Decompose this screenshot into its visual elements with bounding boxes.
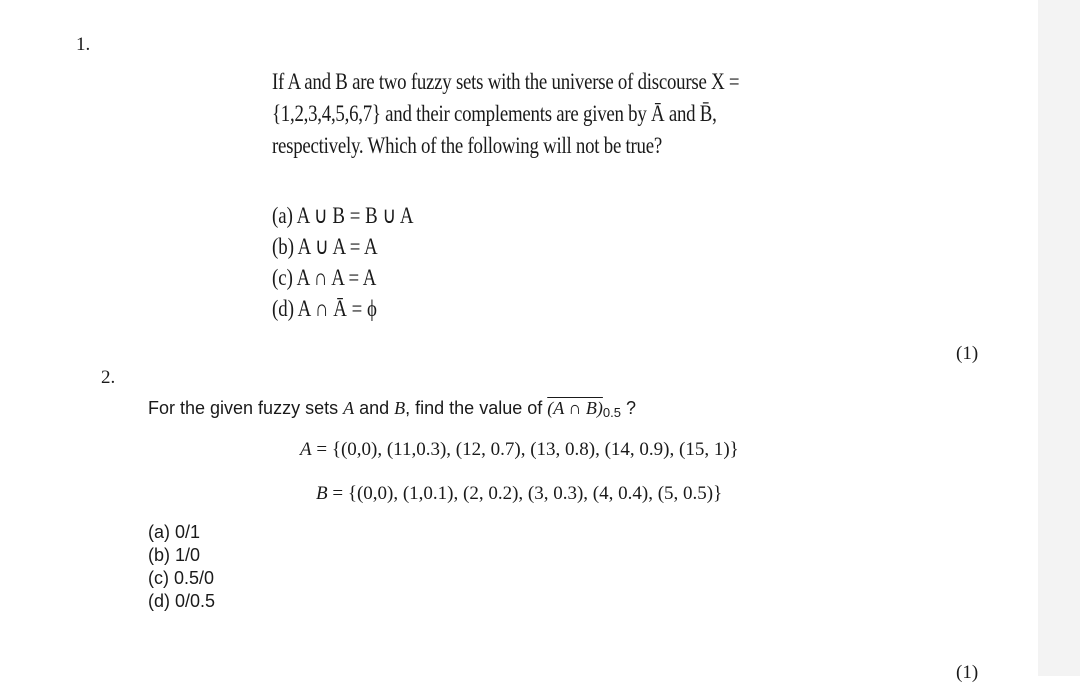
- question-2-number: 2.: [101, 367, 116, 388]
- set-b-values: = {(0,0), (1,0.1), (2, 0.2), (3, 0.3), (4, 0.4), (5, 0.5)}: [327, 483, 723, 504]
- question-1-line-3: respectively. Which of the following will not be true?: [272, 133, 662, 158]
- question-1-text: [272, 66, 740, 162]
- question-1-marks: (1): [956, 343, 979, 364]
- question-2-option-d: (d) 0/0.5: [148, 591, 216, 611]
- prompt-text-1: For the given fuzzy sets: [148, 398, 344, 418]
- alpha-cut-subscript: 0.5: [602, 405, 621, 420]
- question-1-line-2: {1,2,3,4,5,6,7} and their complements are given by Ā and B̄,: [272, 101, 717, 126]
- question-2-option-c: (c) 0.5/0: [148, 568, 215, 588]
- var-b: B: [394, 398, 406, 418]
- set-b-symbol: B: [316, 483, 328, 504]
- question-1-number: 1.: [76, 34, 91, 55]
- question-2-marks: (1): [956, 662, 979, 683]
- prompt-text-2: and: [354, 398, 395, 418]
- question-1-option-b: (b) A ∪ A = A: [272, 234, 378, 259]
- question-1-option-a: (a) A ∪ B = B ∪ A: [272, 203, 414, 228]
- question-2-option-a: (a) 0/1: [148, 522, 201, 542]
- question-2-prompt: [148, 398, 636, 420]
- prompt-text-4: ?: [620, 398, 636, 418]
- question-2-option-b: (b) 1/0: [148, 545, 201, 565]
- page-side-margin: [1038, 0, 1080, 676]
- set-b-definition: [316, 483, 722, 505]
- question-1-option-c: (c) A ∩ A = A: [272, 265, 377, 290]
- question-1-options: [272, 200, 413, 324]
- question-1-line-1: If A and B are two fuzzy sets with the universe of discourse X =: [272, 69, 740, 94]
- question-1-option-d: (d) A ∩ Ā = ϕ: [272, 296, 377, 321]
- question-2-options: [148, 521, 215, 613]
- set-a-definition: [300, 439, 739, 461]
- complement-expression: (A ∩ B): [547, 398, 603, 418]
- prompt-text-3: , find the value of: [405, 398, 548, 418]
- var-a: A: [343, 398, 355, 418]
- set-a-symbol: A: [300, 439, 312, 460]
- set-a-values: = {(0,0), (11,0.3), (12, 0.7), (13, 0.8), (14, 0.9), (15, 1)}: [311, 439, 739, 460]
